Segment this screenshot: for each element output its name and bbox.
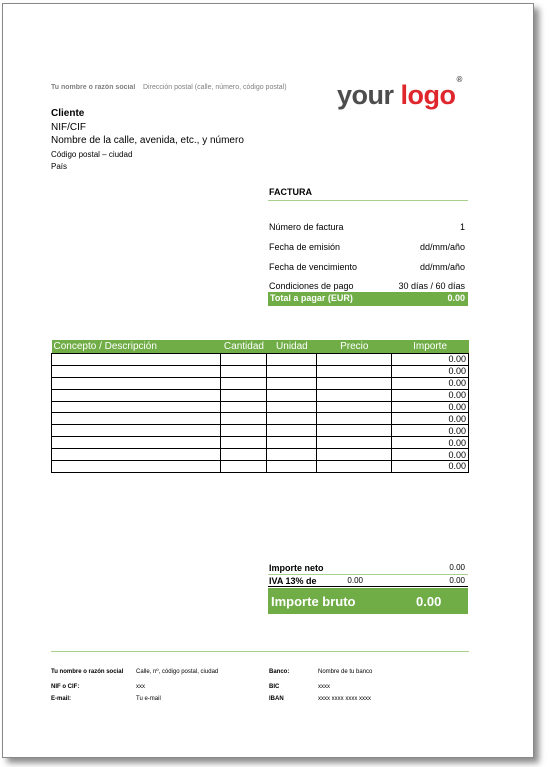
- cell-unit[interactable]: [267, 449, 317, 461]
- cell-amount: 0.00: [392, 365, 469, 377]
- total-due-label: Total a pagar (EUR): [270, 293, 353, 303]
- table-row: [52, 425, 469, 437]
- cell-quantity[interactable]: [221, 461, 267, 473]
- table-row: [52, 437, 469, 449]
- client-nif: NIF/CIF: [51, 122, 86, 133]
- cell-unit[interactable]: [267, 425, 317, 437]
- sender-address: Dirección postal (calle, número, código postal): [143, 84, 287, 91]
- cell-unit[interactable]: [267, 437, 317, 449]
- table-row: [52, 377, 469, 389]
- footer-sender-value: Calle, nº, código postal, ciudad: [136, 669, 219, 675]
- cell-quantity[interactable]: [221, 389, 267, 401]
- cell-unit[interactable]: [267, 354, 317, 366]
- cell-price[interactable]: [317, 437, 392, 449]
- footer-nif-label: NIF o CIF:: [51, 684, 80, 690]
- cell-description[interactable]: [52, 413, 221, 425]
- registered-mark: ®: [456, 75, 462, 84]
- logo-word-logo: logo: [400, 80, 456, 110]
- table-row: [52, 413, 469, 425]
- cell-price[interactable]: [317, 401, 392, 413]
- footer-bic-value: xxxx: [318, 684, 330, 690]
- table-row: [52, 401, 469, 413]
- cell-unit[interactable]: [267, 413, 317, 425]
- cell-amount: 0.00: [392, 461, 469, 473]
- cell-price[interactable]: [317, 413, 392, 425]
- cell-description[interactable]: [52, 401, 221, 413]
- header-unit: Unidad: [267, 340, 317, 354]
- footer-email-value: Tu e-mail: [136, 696, 161, 702]
- footer-bank-value: Nombre de tu banco: [318, 669, 373, 675]
- gross-amount-label: Importe bruto: [271, 594, 356, 609]
- cell-description[interactable]: [52, 389, 221, 401]
- cell-description[interactable]: [52, 425, 221, 437]
- cell-price[interactable]: [317, 365, 392, 377]
- cell-amount: 0.00: [392, 425, 469, 437]
- cell-amount: 0.00: [392, 437, 469, 449]
- items-header-row: [52, 340, 469, 354]
- invoice-number-label: Número de factura: [269, 222, 344, 232]
- cell-unit[interactable]: [267, 389, 317, 401]
- footer-iban-label: IBAN: [269, 696, 284, 702]
- vat-value: 0.00: [449, 576, 465, 585]
- sender-name: Tu nombre o razón social: [51, 84, 136, 91]
- cell-quantity[interactable]: [221, 437, 267, 449]
- cell-unit[interactable]: [267, 377, 317, 389]
- footer-nif-value: xxx: [136, 684, 145, 690]
- cell-price[interactable]: [317, 377, 392, 389]
- vat-base-value: 0.00: [347, 576, 363, 585]
- payment-terms-label: Condiciones de pago: [269, 281, 354, 291]
- client-heading: Cliente: [51, 108, 85, 119]
- cell-price[interactable]: [317, 461, 392, 473]
- cell-amount: 0.00: [392, 377, 469, 389]
- table-row: [52, 461, 469, 473]
- issue-date-value: dd/mm/año: [419, 242, 465, 252]
- client-street: Nombre de la calle, avenida, etc., y número: [51, 135, 244, 146]
- cell-price[interactable]: [317, 425, 392, 437]
- net-amount-value: 0.00: [449, 563, 465, 572]
- footer-bank-label: Banco:: [269, 669, 290, 675]
- cell-quantity[interactable]: [221, 377, 267, 389]
- cell-quantity[interactable]: [221, 449, 267, 461]
- vat-rule: [268, 586, 468, 587]
- header-amount: Importe: [392, 340, 469, 354]
- cell-quantity[interactable]: [221, 413, 267, 425]
- footer-email-label: E-mail:: [51, 696, 72, 702]
- invoice-number-value: 1: [459, 222, 465, 232]
- company-logo: [337, 75, 462, 111]
- payment-terms-value: 30 días / 60 días: [398, 281, 465, 291]
- header-description: Concepto / Descripción: [52, 340, 221, 354]
- gross-amount-value: 0.00: [416, 594, 442, 609]
- cell-description[interactable]: [52, 354, 221, 366]
- cell-price[interactable]: [317, 389, 392, 401]
- issue-date-label: Fecha de emisión: [269, 242, 341, 252]
- footer-rule: [51, 651, 469, 652]
- due-date-value: dd/mm/año: [419, 262, 465, 272]
- cell-quantity[interactable]: [221, 354, 267, 366]
- cell-description[interactable]: [52, 365, 221, 377]
- table-row: [52, 449, 469, 461]
- table-row: [52, 389, 469, 401]
- due-date-label: Fecha de vencimiento: [269, 262, 358, 272]
- client-country: País: [51, 162, 68, 171]
- cell-unit[interactable]: [267, 365, 317, 377]
- cell-description[interactable]: [52, 461, 221, 473]
- cell-unit[interactable]: [267, 401, 317, 413]
- cell-amount: 0.00: [392, 401, 469, 413]
- cell-quantity[interactable]: [221, 365, 267, 377]
- client-city: Código postal – ciudad: [51, 150, 133, 159]
- cell-price[interactable]: [317, 449, 392, 461]
- cell-quantity[interactable]: [221, 401, 267, 413]
- table-row: [52, 365, 469, 377]
- total-due-bar: [268, 292, 468, 306]
- net-amount-label: Importe neto: [269, 563, 324, 573]
- invoice-title: FACTURA: [269, 187, 312, 197]
- invoice-title-rule: [268, 200, 468, 201]
- total-due-value: 0.00: [447, 293, 465, 303]
- cell-description[interactable]: [52, 437, 221, 449]
- cell-amount: 0.00: [392, 413, 469, 425]
- invoice-page: [2, 3, 534, 758]
- footer-iban-value: xxxx xxxx xxxx xxxx: [318, 696, 372, 702]
- cell-description[interactable]: [52, 449, 221, 461]
- cell-amount: 0.00: [392, 354, 469, 366]
- gross-amount-bar: [268, 588, 468, 614]
- cell-unit[interactable]: [267, 461, 317, 473]
- cell-amount: 0.00: [392, 449, 469, 461]
- cell-amount: 0.00: [392, 389, 469, 401]
- footer-sender-label: Tu nombre o razón social: [51, 669, 124, 675]
- net-amount-rule: [268, 574, 468, 575]
- items-table: [51, 340, 469, 473]
- vat-label: IVA 13% de: [269, 576, 317, 586]
- logo-word-your: your: [337, 80, 394, 110]
- cell-quantity[interactable]: [221, 425, 267, 437]
- header-quantity: Cantidad: [221, 340, 267, 354]
- cell-description[interactable]: [52, 377, 221, 389]
- footer-bic-label: BIC: [269, 684, 280, 690]
- header-price: Precio: [317, 340, 392, 354]
- table-row: [52, 354, 469, 366]
- cell-price[interactable]: [317, 354, 392, 366]
